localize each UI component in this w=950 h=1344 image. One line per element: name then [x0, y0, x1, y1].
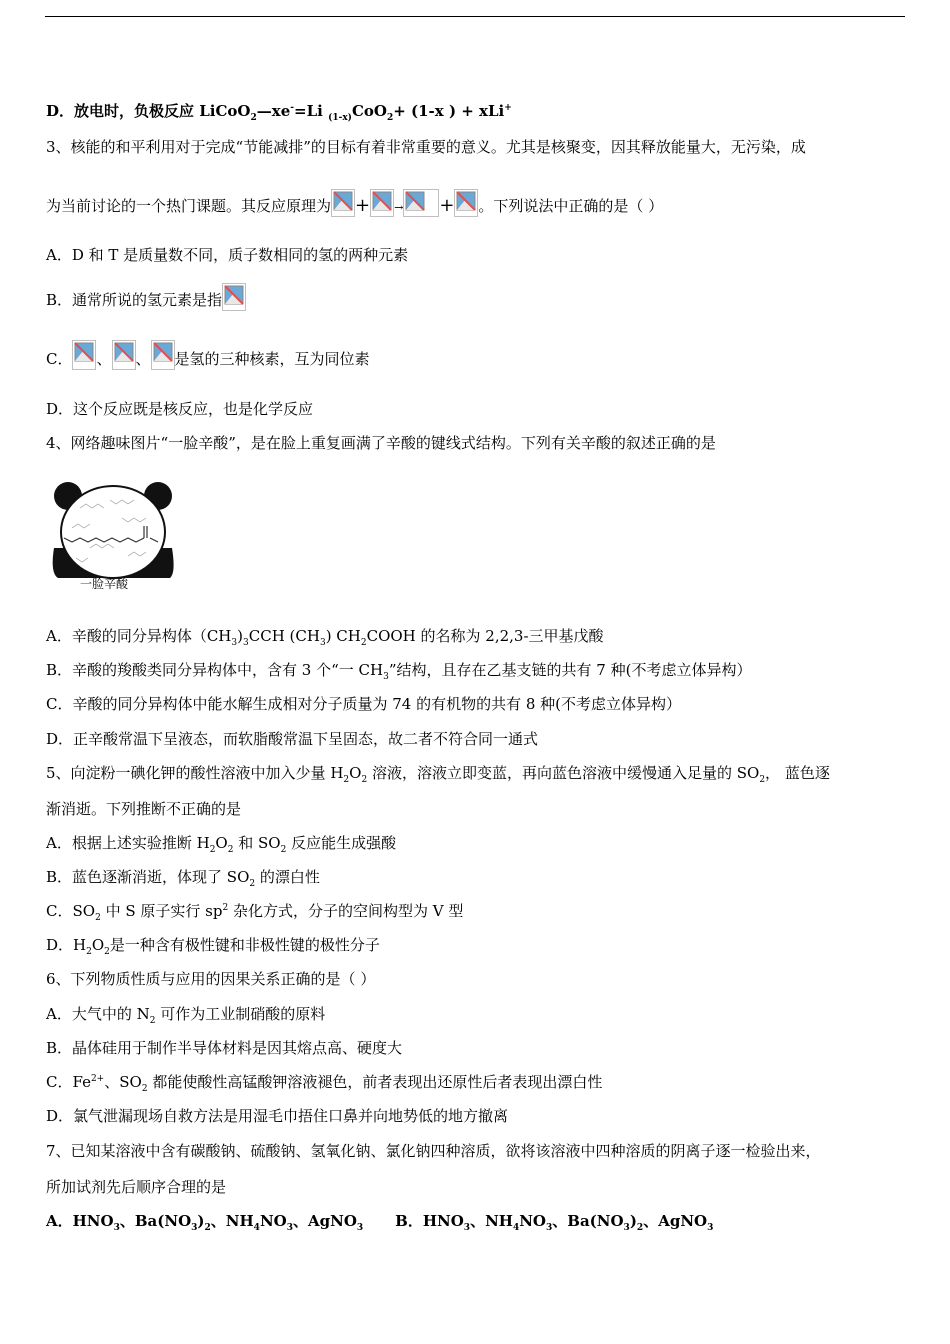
q7-stem-line2: 所加试剂先后顺序合理的是: [46, 1178, 227, 1196]
sub: 3: [243, 638, 249, 648]
text: 是一种含有极性键和非极性键的极性分子: [109, 936, 380, 954]
text: 是氢的三种核素，互为同位素: [174, 350, 370, 368]
text: 、SO: [104, 1073, 142, 1091]
sub: 2: [149, 1016, 156, 1026]
text: 、NH: [210, 1212, 254, 1230]
sub: 3: [707, 1223, 714, 1233]
text: ): [197, 1212, 205, 1230]
q5-option-a: [46, 833, 396, 853]
text: ) CH: [325, 627, 361, 645]
q6-option-d: D．氯气泄漏现场自救方法是用湿毛巾捂住口鼻并向地势低的地方撤离: [46, 1107, 509, 1125]
text: 5、向淀粉一碘化钾的酸性溶液中加入少量 H: [46, 764, 344, 782]
sub: 3: [113, 1223, 120, 1233]
text: O: [349, 764, 362, 782]
q3-option-b: [46, 282, 246, 318]
q4-option-b: [46, 660, 751, 680]
text: 中 S 原子实行 sp: [100, 902, 223, 920]
text: 为当前讨论的一个热门课题。其反应原理为: [46, 197, 332, 215]
text: 反应能生成强酸: [286, 834, 397, 852]
q6-stem: 6、下列物质性质与应用的因果关系正确的是（ ）: [46, 970, 376, 988]
text: 。下列说法中正确的是（ ）: [478, 197, 664, 215]
q6-option-c: [46, 1072, 602, 1092]
q4-stem: 4、网络趣味图片“一脸辛酸”，是在脸上重复画满了辛酸的键线式结构。下列有关辛酸的叙述正确的是: [46, 434, 716, 452]
q3-option-d: D．这个反应既是核反应，也是化学反应: [46, 400, 314, 418]
text: +: [439, 195, 455, 216]
sub: 2: [759, 775, 766, 785]
text: COOH 的名称为 2,2,3-三甲基戊酸: [366, 627, 604, 645]
text: D．H: [46, 936, 87, 954]
sub: 2: [361, 775, 368, 785]
text: 溶液，溶液立即变蓝，再向蓝色溶液中缓慢通入足量的 SO: [367, 764, 760, 782]
sup: 2: [222, 903, 229, 913]
sup: +: [504, 103, 512, 113]
text: B．辛酸的羧酸类同分异构体中，含有 3 个“一 CH: [46, 661, 384, 679]
q6-option-b: B．晶体硅用于制作半导体材料是因其熔点高、硬度大: [46, 1039, 403, 1057]
text: A．大气中的 N: [46, 1005, 150, 1023]
broken-image-icon: [331, 189, 355, 217]
q3-option-a: A．D 和 T 是质量数不同，质子数相同的氢的两种元素: [46, 246, 409, 264]
sub: 2: [636, 1223, 644, 1233]
text: O: [215, 834, 228, 852]
figure-caption: 一脸辛酸: [80, 577, 129, 591]
sub: 3: [356, 1223, 364, 1233]
q4-option-c: C．辛酸的同分异构体中能水解生成相对分子质量为 74 的有机物的共有 8 种(不考虑立体异构）: [46, 695, 682, 713]
text: ， 蓝色逐: [765, 764, 830, 782]
text: 、Ba(NO: [552, 1212, 624, 1230]
sub: 2: [250, 113, 257, 123]
q4-option-d: D．正辛酸常温下呈液态，而软脂酸常温下呈固态，故二者不符合同一通式: [46, 730, 539, 748]
broken-image-icon: [222, 283, 246, 311]
sub: 3: [286, 1223, 293, 1233]
sub: 4: [512, 1223, 520, 1233]
sub: 3: [463, 1223, 471, 1233]
sup: 2+: [90, 1074, 105, 1084]
broken-image-icon: [151, 340, 175, 370]
broken-image-icon: [72, 340, 96, 370]
broken-image-icon: [370, 189, 394, 217]
text: C．SO: [46, 902, 96, 920]
text: ): [237, 627, 243, 645]
text: ): [629, 1212, 637, 1230]
q7-stem-line1: 7、已知某溶液中含有碳酸钠、硫酸钠、氢氧化钠、氯化钠四种溶质，欲将该溶液中四种溶质的阴离子逐一检验出来，: [46, 1142, 821, 1160]
q3-stem-line1: 3、核能的和平利用对于完成“节能减排”的目标有着非常重要的意义。尤其是核聚变，因其释放能量大，无污染，成: [46, 138, 806, 156]
sub: 4: [253, 1223, 260, 1233]
text: ”结构，且存在乙基支链的共有 7 种(不考虑立体异构）: [388, 661, 752, 679]
text: CoO: [351, 102, 387, 120]
q2-option-d: [46, 101, 512, 121]
sub: 3: [383, 672, 389, 682]
q3-stem-line2: [46, 188, 663, 226]
text: 杂化方式，分子的空间构型为 V 型: [228, 902, 464, 920]
sub: 2: [343, 775, 350, 785]
text: 、Ba(NO: [119, 1212, 192, 1230]
q5-option-b: [46, 867, 320, 887]
sub: 3: [546, 1223, 553, 1233]
sub: 3: [623, 1223, 630, 1233]
q5-option-c: [46, 901, 463, 921]
sub: (1-x): [328, 113, 352, 123]
text: 、: [135, 350, 151, 368]
text: 、AgNO: [643, 1212, 708, 1230]
sup: -: [290, 103, 295, 113]
sub: 2: [86, 947, 92, 957]
sub: 2: [204, 1223, 211, 1233]
sub: 2: [227, 845, 234, 855]
broken-image-icon: [112, 340, 136, 370]
text: 、AgNO: [292, 1212, 357, 1230]
text: D．放电时，负极反应 LiCoO: [46, 102, 251, 120]
text: A．HNO: [46, 1212, 114, 1230]
text: O: [91, 936, 105, 954]
text: B．HNO: [395, 1212, 464, 1230]
text: C．Fe: [46, 1073, 91, 1091]
arrow-text: →: [394, 201, 404, 214]
text: —xe: [256, 102, 291, 120]
text: A．根据上述实验推断 H: [46, 834, 210, 852]
q5-stem-line2: 渐消逝。下列推断不正确的是: [46, 800, 242, 818]
q7-option-a: [46, 1212, 364, 1233]
sub: 3: [231, 638, 238, 648]
text: C．: [46, 350, 73, 368]
sub: 2: [386, 113, 394, 123]
q6-option-a: [46, 1004, 325, 1024]
sub: 2: [360, 638, 367, 648]
text: 都能使酸性高锰酸钾溶液褪色，前者表现出还原性后者表现出漂白性: [147, 1073, 603, 1091]
text: +: [355, 195, 371, 216]
text: 和 SO: [233, 834, 281, 852]
text: NO: [519, 1212, 546, 1230]
text: =Li: [294, 102, 329, 120]
text: B．通常所说的氢元素是指: [46, 291, 223, 309]
text: B．蓝色逐渐消逝，体现了 SO: [46, 868, 250, 886]
q7-option-b: [395, 1212, 714, 1233]
text: CCH (CH: [248, 627, 320, 645]
q3-option-c: [46, 340, 370, 377]
sub: 2: [209, 845, 216, 855]
sub: 3: [191, 1223, 198, 1233]
q7-options: [46, 1211, 713, 1231]
broken-image-icon: [454, 189, 478, 217]
q5-option-d: [46, 935, 380, 955]
sub: 2: [141, 1084, 148, 1094]
q4-option-a: [46, 626, 604, 646]
broken-image-icon: [403, 189, 439, 217]
text: 可作为工业制硝酸的原料: [155, 1005, 326, 1023]
text: 、: [96, 350, 112, 368]
q5-stem-line1: [46, 763, 830, 783]
text: NO: [259, 1212, 287, 1230]
text: 、NH: [470, 1212, 513, 1230]
sub: 2: [95, 913, 101, 923]
sub: 3: [319, 638, 326, 648]
text: + (1-x ) + xLi: [393, 102, 505, 120]
header-rule: [45, 16, 905, 17]
sub: 2: [104, 947, 110, 957]
text: 的漂白性: [255, 868, 320, 886]
sub: 2: [280, 845, 287, 855]
sub: 2: [249, 879, 256, 889]
text: A．辛酸的同分异构体（CH: [46, 627, 232, 645]
